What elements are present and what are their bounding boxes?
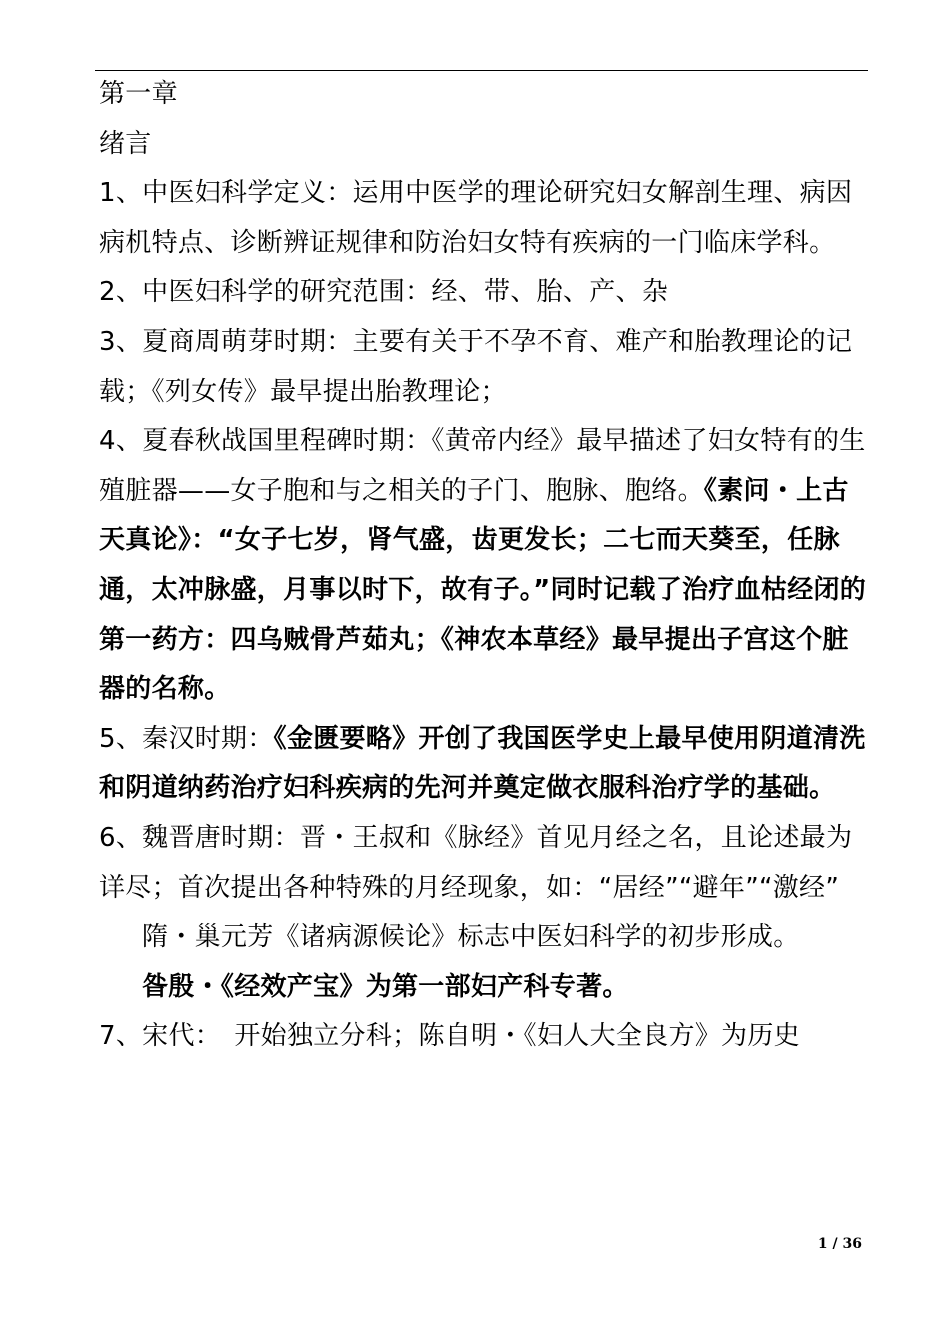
paragraph-4 <box>99 417 869 715</box>
paragraph-3: 3、夏商周萌芽时期：主要有关于不孕不育、难产和胎教理论的记载；《列女传》最早提出胎教理论； <box>99 326 853 407</box>
chapter-title: 绪言 <box>99 128 152 159</box>
document-body <box>99 70 869 1062</box>
paragraph-1: 1、中医妇科学定义：运用中医学的理论研究妇女解剖生理、病因病机特点、诊断辨证规律和防治妇女特有疾病的一门临床学科。 <box>99 178 853 258</box>
paragraph-5-bold-text: 《金匮要略》开创了我国医学史上最早使用阴道清洗和阴道纳药治疗妇科疾病的先河并奠定做衣服科治疗学的基础。 <box>99 723 866 804</box>
paragraph-4-text: 4、夏春秋战国里程碑时期：《黄帝内经》最早描述了妇女特有的生殖脏器——女子胞和与之相关的子门、胞脉、胞络。 <box>99 426 866 506</box>
page-number: 1 / 36 <box>817 1236 862 1252</box>
paragraph-6-sub-1: 隋・巢元芳《诸病源候论》标志中医妇科学的初步形成。 <box>142 922 800 953</box>
chapter-label: 第一章 <box>99 79 178 109</box>
paragraph-4-bold-text: 《素问・上古天真论》：“女子七岁，肾气盛，齿更发长；二七而天葵至，任脉通，太冲脉盛，月事以时下，故有子。”同时记载了治疗血枯经闭的第一药方：四乌贼骨芦茹丸；《神农本草经》最早提出子宫这个脏器的名称。 <box>99 475 867 705</box>
paragraph-7: 7、宋代： 开始独立分科；陈自明・《妇人大全良方》为历史 <box>99 1021 800 1052</box>
paragraph-5-text: 5、秦汉时期： <box>99 723 274 754</box>
paragraph-6: 6、魏晋唐时期：晋・王叔和《脉经》首见月经之名，且论述最为详尽；首次提出各种特殊的月经现象，如：“居经”“避年”“激经” <box>99 822 853 903</box>
paragraph-2: 2、中医妇科学的研究范围：经、带、胎、产、杂 <box>99 277 669 308</box>
paragraph-5 <box>99 715 869 814</box>
paragraph-6-sub-2: 昝殷・《经效产宝》为第一部妇产科专著。 <box>142 971 629 1002</box>
